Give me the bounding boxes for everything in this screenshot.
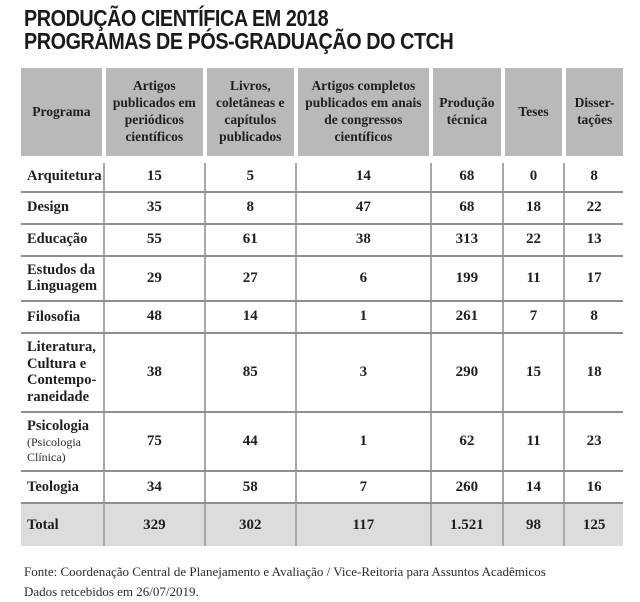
value-cell: 8: [205, 192, 296, 224]
program-cell: Arquitetura: [21, 160, 104, 192]
table-row: [21, 160, 623, 192]
value-cell: 29: [104, 256, 205, 301]
program-cell: Teologia: [21, 471, 104, 503]
table-row: [21, 471, 623, 503]
value-cell: 7: [503, 301, 565, 333]
total-value-cell: 329: [104, 503, 205, 546]
value-cell: 35: [104, 192, 205, 224]
value-cell: 16: [564, 471, 623, 503]
value-cell: 14: [503, 471, 565, 503]
production-table: [21, 68, 623, 546]
page-title-line-1: PRODUÇÃO CIENTÍFICA EM 2018: [24, 5, 329, 31]
value-cell: 22: [564, 192, 623, 224]
value-cell: 15: [104, 160, 205, 192]
table-row: [21, 224, 623, 256]
total-value-cell: 125: [564, 503, 623, 546]
table-total-row: [21, 503, 623, 546]
value-cell: 62: [431, 412, 503, 472]
value-cell: 44: [205, 412, 296, 472]
value-cell: 11: [503, 412, 565, 472]
value-cell: 68: [431, 192, 503, 224]
value-cell: 18: [564, 333, 623, 412]
value-cell: 55: [104, 224, 205, 256]
value-cell: 0: [503, 160, 565, 192]
page-title: [24, 7, 640, 53]
value-cell: 61: [205, 224, 296, 256]
value-cell: 11: [503, 256, 565, 301]
value-cell: 17: [564, 256, 623, 301]
table-row: [21, 333, 623, 412]
value-cell: 14: [296, 160, 431, 192]
value-cell: 75: [104, 412, 205, 472]
value-cell: 47: [296, 192, 431, 224]
value-cell: 38: [104, 333, 205, 412]
program-name: Psicologia: [27, 417, 90, 434]
value-cell: 14: [205, 301, 296, 333]
value-cell: 290: [431, 333, 503, 412]
source-note-line-1: Fonte: Coordenação Central de Planejamento e Avaliação / Vice-Reitoria para Assuntos Acadêmicos: [24, 564, 546, 580]
total-value-cell: 98: [503, 503, 565, 546]
table-row: [21, 301, 623, 333]
value-cell: 8: [564, 301, 623, 333]
value-cell: 13: [564, 224, 623, 256]
total-value-cell: 302: [205, 503, 296, 546]
value-cell: 18: [503, 192, 565, 224]
value-cell: 22: [503, 224, 565, 256]
value-cell: 6: [296, 256, 431, 301]
source-note-line-2: Dados retcebidos em 26/07/2019.: [24, 584, 199, 600]
table-row: [21, 412, 623, 472]
value-cell: 85: [205, 333, 296, 412]
column-header-teses: Teses: [503, 68, 565, 160]
value-cell: 23: [564, 412, 623, 472]
source-note: [24, 562, 640, 602]
value-cell: 1: [296, 412, 431, 472]
column-header-producao-tecnica: Produção técnica: [431, 68, 503, 160]
value-cell: 58: [205, 471, 296, 503]
value-cell: 199: [431, 256, 503, 301]
program-cell: Educação: [21, 224, 104, 256]
value-cell: 68: [431, 160, 503, 192]
table-row: [21, 192, 623, 224]
program-cell: Filosofia: [21, 301, 104, 333]
value-cell: 5: [205, 160, 296, 192]
value-cell: 34: [104, 471, 205, 503]
value-cell: 27: [205, 256, 296, 301]
value-cell: 15: [503, 333, 565, 412]
column-header-livros: Livros, coletâneas e capítulos publicados: [205, 68, 296, 160]
total-value-cell: 1.521: [431, 503, 503, 546]
value-cell: 261: [431, 301, 503, 333]
program-cell: Literatura, Cultura e Contempo-raneidade: [21, 333, 104, 412]
total-value-cell: 117: [296, 503, 431, 546]
total-label-cell: Total: [21, 503, 104, 546]
value-cell: 38: [296, 224, 431, 256]
table-header-row: [21, 68, 623, 160]
table-row: [21, 256, 623, 301]
value-cell: 48: [104, 301, 205, 333]
column-header-artigos-periodicos: Artigos publicados em periódicos científicos: [104, 68, 205, 160]
column-header-programa: Programa: [21, 68, 104, 160]
value-cell: 313: [431, 224, 503, 256]
value-cell: 7: [296, 471, 431, 503]
program-subtitle: (Psicologia Clínica): [27, 435, 81, 465]
column-header-dissertacoes: Disser-tações: [564, 68, 623, 160]
value-cell: 1: [296, 301, 431, 333]
document-page: [0, 5, 640, 600]
value-cell: 3: [296, 333, 431, 412]
value-cell: 260: [431, 471, 503, 503]
program-cell: Estudos da Linguagem: [21, 256, 104, 301]
program-cell: Design: [21, 192, 104, 224]
value-cell: 8: [564, 160, 623, 192]
page-title-line-2: PROGRAMAS DE PÓS-GRADUAÇÃO DO CTCH: [24, 28, 454, 54]
column-header-artigos-anais: Artigos completos publicados em anais de congressos científicos: [296, 68, 431, 160]
program-cell: [21, 412, 104, 472]
